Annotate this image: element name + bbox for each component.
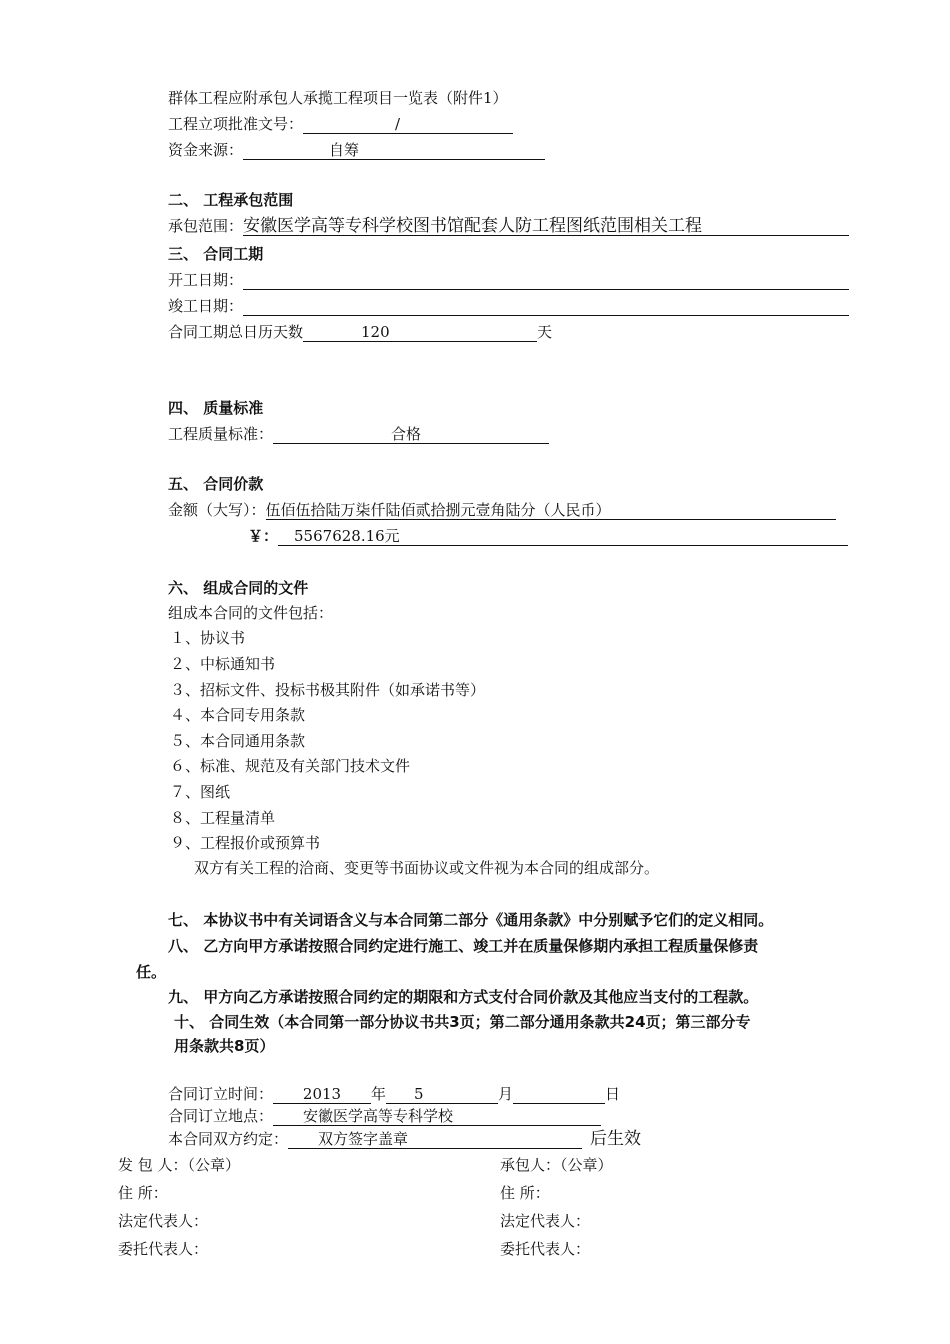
sign-month: 5 [414,1085,424,1103]
amount-row [168,500,836,520]
quality-value: 合格 [391,425,422,443]
document-item: １、协议书 [170,629,246,647]
document-item: ２、中标通知书 [170,655,276,673]
agreement-value: 双方签字盖章 [318,1130,409,1148]
end-date-field [243,298,849,316]
section-4-title: 四、 质量标准 [168,399,264,417]
amount-label: 金额（大写）： [168,501,266,519]
start-date-label: 开工日期： [168,271,244,289]
sign-month-field [386,1086,498,1104]
employer-address: 住 所： [118,1184,168,1202]
section-7: 七、 本协议书中有关词语含义与本合同第二部分《通用条款》中分别赋予它们的定义相同。 [168,911,774,929]
contractor-legal-rep: 法定代表人： [500,1212,591,1230]
duration-unit: 天 [537,323,553,341]
sign-year: 2013 [273,1086,371,1104]
sign-time-label: 合同订立时间： [168,1085,274,1103]
sign-place-row [168,1106,601,1126]
employer-seal: 发 包 人：（公章） [118,1156,241,1174]
employer-legal-rep: 法定代表人： [118,1212,209,1230]
yen-label: ￥： [248,527,279,545]
document-item: ８、工程量清单 [170,809,276,827]
quality-field [273,426,549,444]
section-6-title: 六、 组成合同的文件 [168,579,309,597]
approval-value: / [395,115,401,133]
document-item: ３、招标文件、投标书极其附件（如承诺书等） [170,681,486,699]
employer-agent: 委托代表人： [118,1240,209,1258]
document-item: ７、图纸 [170,783,231,801]
approval-field [303,116,513,134]
amount-value: 伍佰伍拾陆万柒仟陆佰贰拾捌元壹角陆分（人民币） [266,502,836,520]
document-item: ６、标准、规范及有关部门技术文件 [170,757,411,775]
section-8-line2: 任。 [136,963,167,981]
section-10-line2: 用条款共8页） [174,1037,275,1055]
day-unit: 日 [605,1085,621,1103]
document-item: ９、工程报价或预算书 [170,834,321,852]
sign-place-value: 安徽医学高等专科学校 [303,1107,454,1125]
sign-time-row [168,1084,620,1104]
start-date-field [243,272,849,290]
section-8-line1: 八、 乙方向甲方承诺按照合同约定进行施工、竣工并在质量保修期内承担工程质量保修责 [168,937,759,955]
month-unit: 月 [498,1085,514,1103]
documents-intro: 组成本合同的文件包括： [168,604,334,622]
funding-row [168,140,545,160]
agreement-row [168,1129,641,1149]
document-item: ５、本合同通用条款 [170,732,306,750]
sign-day-field [513,1086,605,1104]
quality-row [168,424,549,444]
agreement-field [288,1131,582,1149]
yen-row [248,526,848,546]
duration-label: 合同工期总日历天数 [168,323,304,341]
scope-value: 安徽医学高等专科学校图书馆配套人防工程图纸范围相关工程 [243,218,849,236]
approval-label: 工程立项批准文号： [168,115,304,133]
yen-value: 5567628.16元 [294,527,400,545]
sign-place-field [273,1108,601,1126]
start-date-row [168,270,849,290]
agreement-suffix: 后生效 [590,1129,642,1149]
duration-row [168,322,552,342]
group-project-note: 群体工程应附承包人承揽工程项目一览表（附件1） [168,89,508,107]
contractor-address: 住 所： [500,1184,550,1202]
year-unit: 年 [371,1085,387,1103]
yen-field [278,528,848,546]
section-5-title: 五、 合同价款 [168,475,264,493]
approval-row [168,114,513,134]
documents-note: 双方有关工程的洽商、变更等书面协议或文件视为本合同的组成部分。 [194,859,660,877]
duration-value: 120 [361,323,390,341]
sign-place-label: 合同订立地点： [168,1107,274,1125]
funding-label: 资金来源： [168,141,244,159]
document-item: ４、本合同专用条款 [170,706,306,724]
agreement-label: 本合同双方约定： [168,1130,289,1148]
section-10-line1: 十、 合同生效（本合同第一部分协议书共3页；第二部分通用条款共24页；第三部分专 [174,1013,751,1031]
section-3-title: 三、 合同工期 [168,245,264,263]
contractor-agent: 委托代表人： [500,1240,591,1258]
scope-label: 承包范围： [168,217,244,235]
contractor-seal: 承包人：（公章） [500,1156,613,1174]
quality-label: 工程质量标准： [168,425,274,443]
duration-field [303,324,537,342]
scope-row [168,216,849,236]
end-date-label: 竣工日期： [168,297,244,315]
end-date-row [168,296,849,316]
funding-field [243,142,545,160]
section-9: 九、 甲方向乙方承诺按照合同约定的期限和方式支付合同价款及其他应当支付的工程款。 [168,988,759,1006]
funding-value: 自筹 [329,141,360,159]
section-2-title: 二、 工程承包范围 [168,191,294,209]
